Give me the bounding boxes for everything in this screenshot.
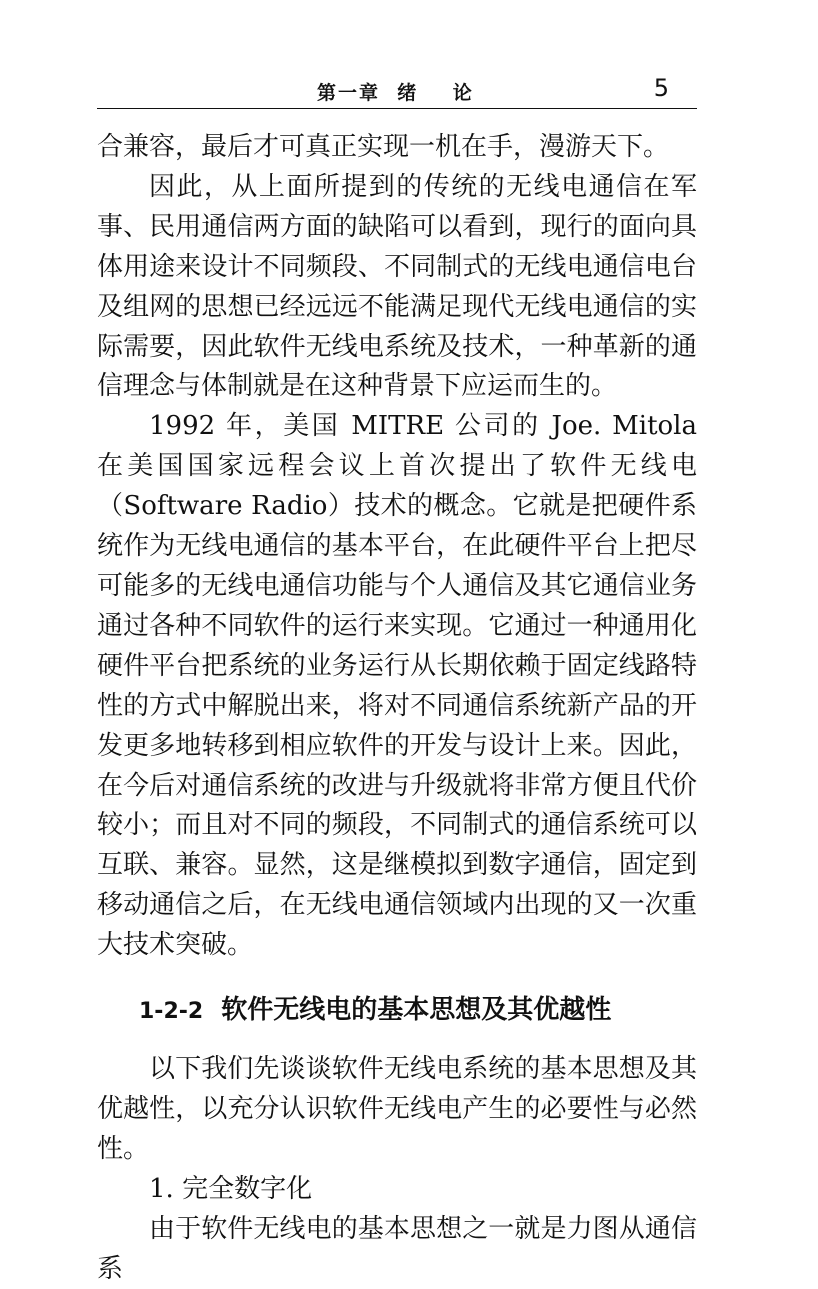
paragraph-intro: 以下我们先谈谈软件无线电系统的基本思想及其优越性，以充分认识软件无线电产生的必要性与必然性。 — [97, 1054, 697, 1164]
body-text — [97, 128, 697, 1289]
chapter-title: 第一章 绪 论 — [317, 82, 474, 104]
paragraph-background: 因此，从上面所提到的传统的无线电通信在军事、民用通信两方面的缺陷可以看到，现行的面向具体用途来设计不同频段、不同制式的无线电通信电台及组网的思想已经远远不能满足现代无线电通信的实际需要，因此软件无线电系统及技术，一种革新的通信理念与体制就是在这种背景下应运而生的。 — [97, 171, 697, 402]
paragraph-digitization: 由于软件无线电的基本思想之一就是力图从通信系 — [97, 1213, 697, 1284]
running-header — [97, 70, 697, 110]
paragraph-continuation: 合兼容，最后才可真正实现一机在手，漫游天下。 — [97, 132, 670, 162]
section-heading — [97, 990, 697, 1032]
section-title: 软件无线电的基本思想及其优越性 — [221, 995, 612, 1026]
section-number: 1-2-2 — [139, 999, 204, 1025]
header-rule — [97, 108, 697, 109]
subheading-full-digitization: 1. 完全数字化 — [149, 1173, 313, 1204]
paragraph-history: 1992 年，美国 MITRE 公司的 Joe. Mitola 在美国国家远程会议上首次提出了软件无线电（Software Radio）技术的概念。它就是把硬件系统作为无线电通信的基本平台，在此硬件平台上把尽可能多的无线电通信功能与个人通信及其它通信业务通过各种不同软件的运行来实现。它通过一种通用化硬件平台把系统的业务运行从长期依赖于固定线路特性的方式中解脱出来，将对不同通信系统新产品的开发更多地转移到相应软件的开发与设计上来。因此，在今后对通信系统的改进与升级就将非常方便且代价较小；而且对不同的频段，不同制式的通信系统可以互联、兼容。显然，这是继模拟到数字通信，固定到移动通信之后，在无线电通信领域内出现的又一次重大技术突破。 — [97, 411, 697, 961]
page-number: 5 — [653, 74, 669, 102]
